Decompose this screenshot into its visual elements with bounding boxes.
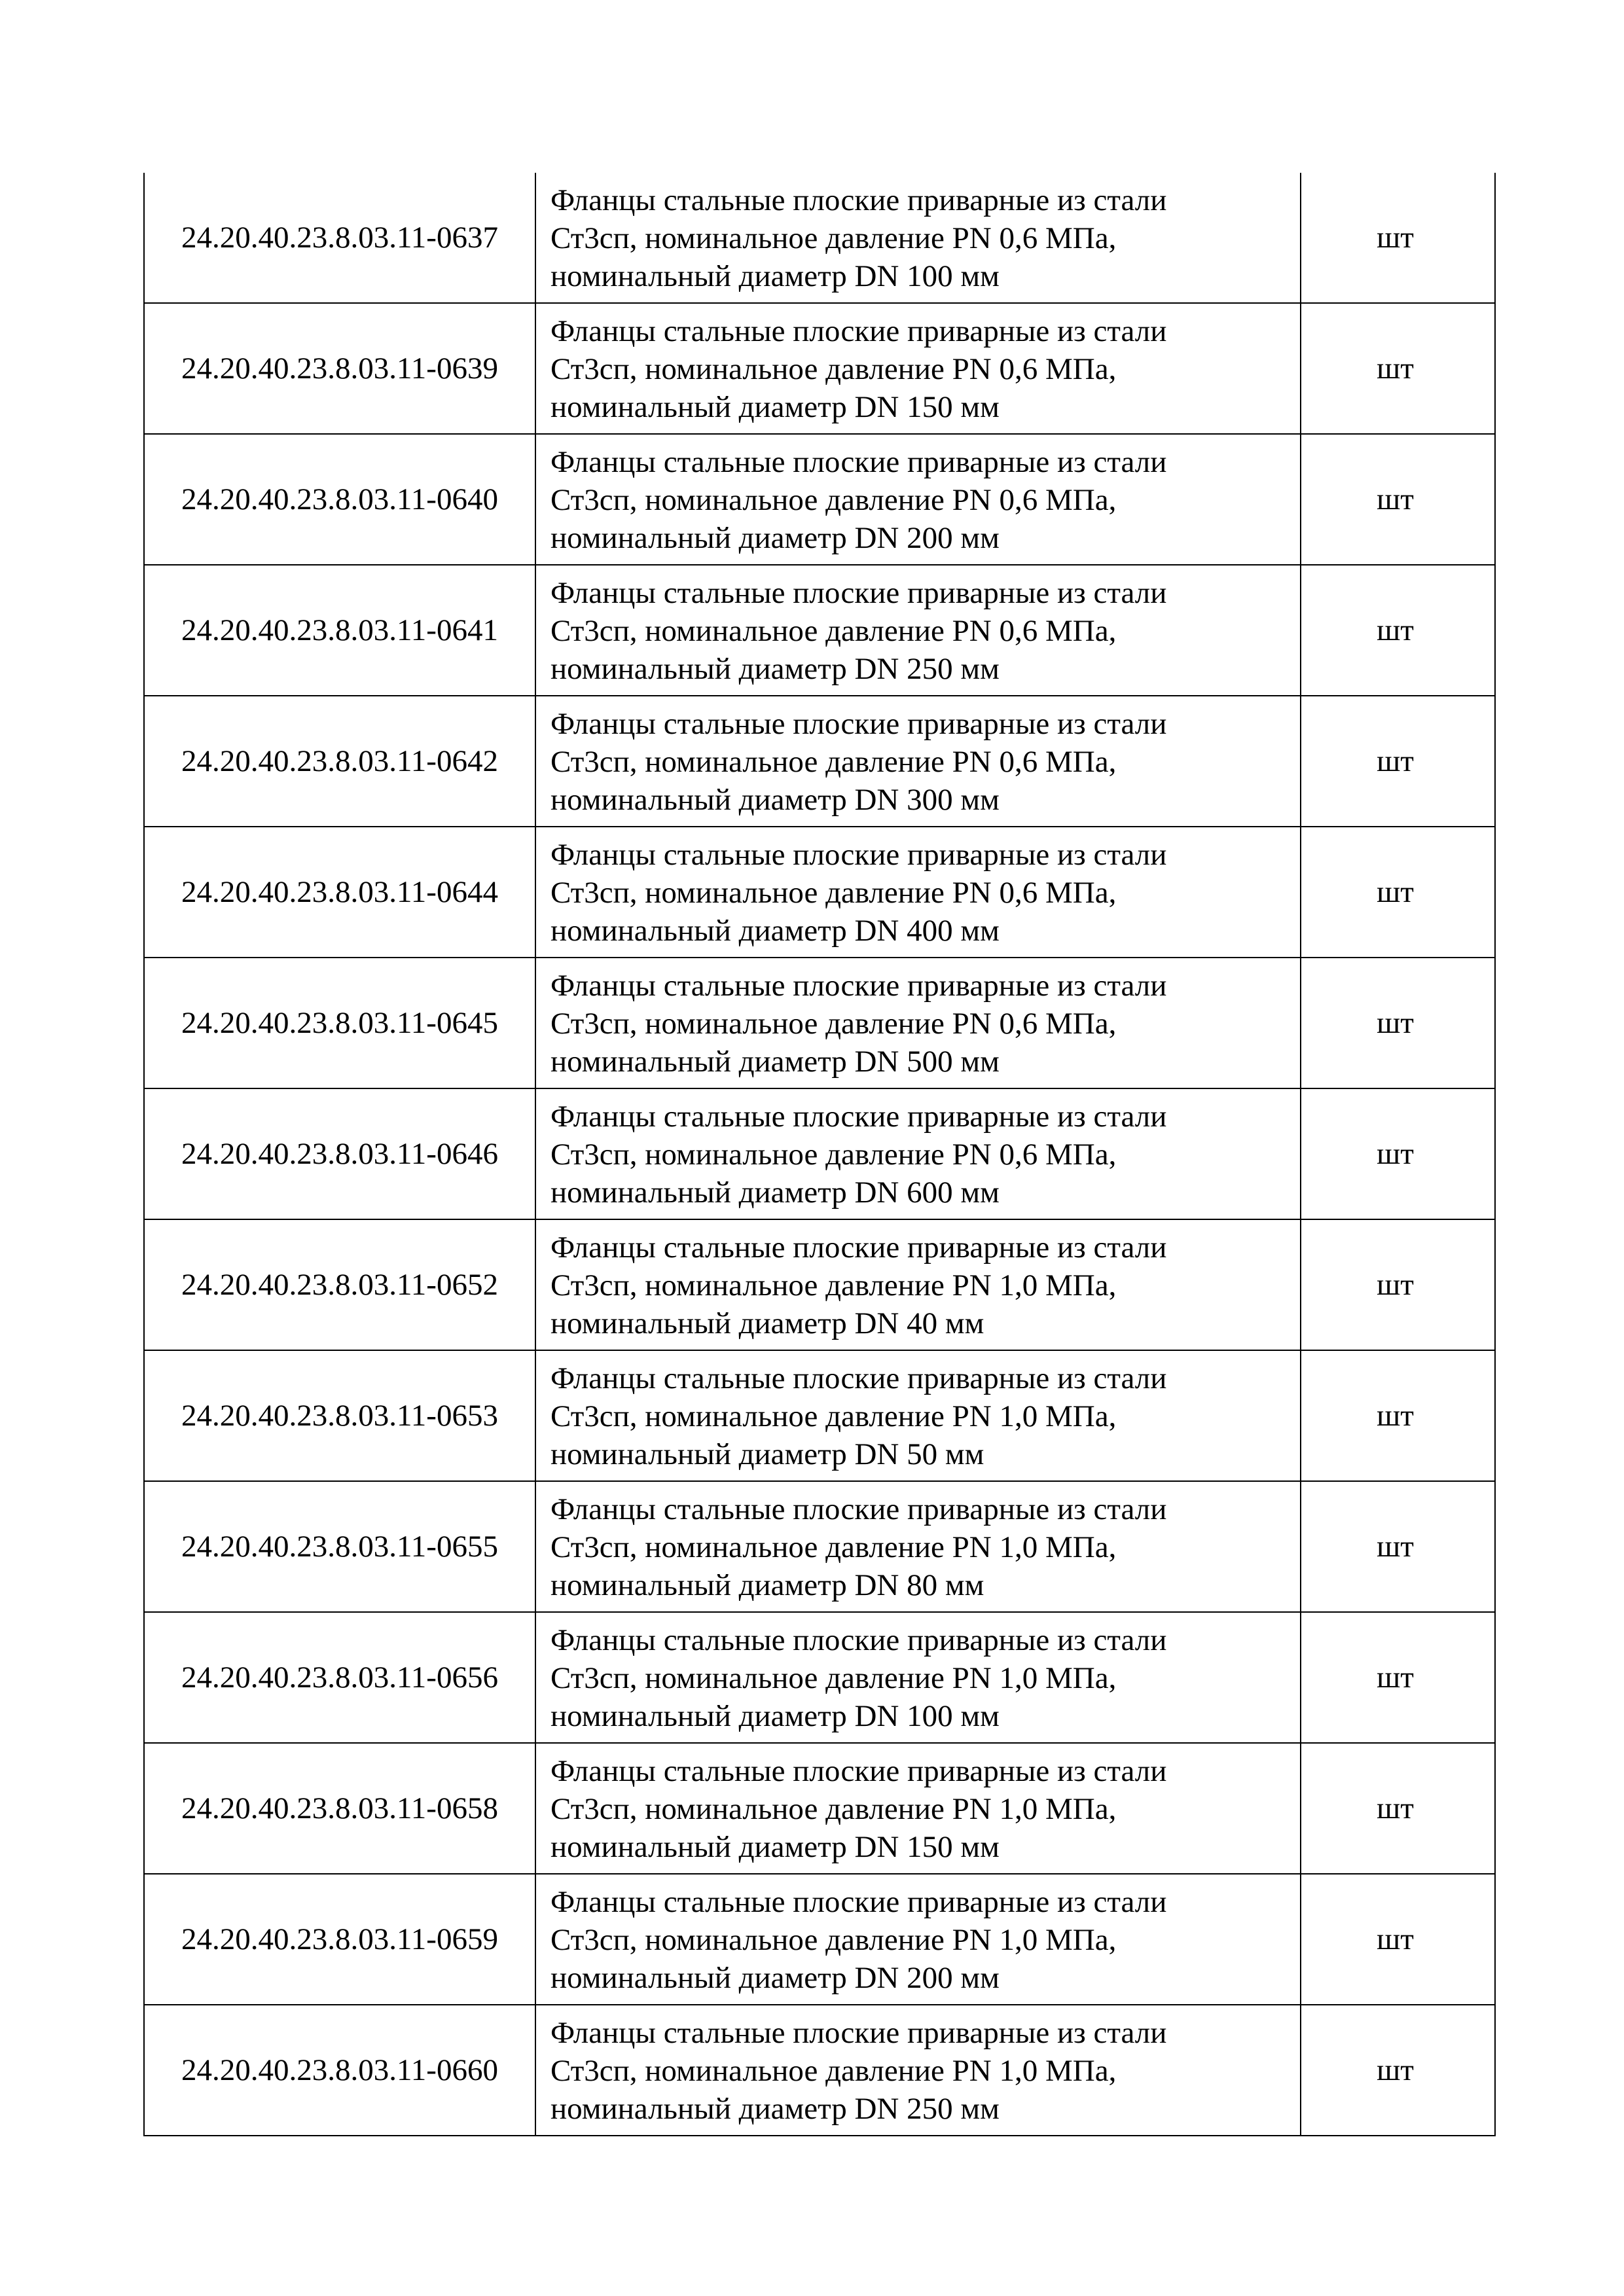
unit-cell: шт — [1301, 565, 1495, 696]
resource-code-cell: 24.20.40.23.8.03.11-0660 — [144, 2005, 535, 2136]
resource-name-line: Фланцы стальные плоские приварные из стали — [550, 445, 1167, 479]
resource-name-cell — [535, 1350, 1301, 1481]
resource-name-line: Фланцы стальные плоские приварные из стали — [550, 1754, 1167, 1788]
resource-name-line: Ст3сп, номинальное давление PN 0,6 МПа, — [550, 1138, 1117, 1172]
resource-name-cell — [535, 1874, 1301, 2005]
resource-name-line: номинальный диаметр DN 400 мм — [550, 914, 1000, 948]
unit-cell: шт — [1301, 1743, 1495, 1874]
table-row — [144, 1481, 1495, 1612]
resource-name-line: номинальный диаметр DN 250 мм — [550, 2092, 1000, 2126]
resource-code-cell: 24.20.40.23.8.03.11-0659 — [144, 1874, 535, 2005]
resource-name-line: номинальный диаметр DN 250 мм — [550, 652, 1000, 686]
resource-code-cell: 24.20.40.23.8.03.11-0641 — [144, 565, 535, 696]
resource-name-line: Фланцы стальные плоские приварные из стали — [550, 1885, 1167, 1919]
unit-cell: шт — [1301, 434, 1495, 565]
resource-name-line: номинальный диаметр DN 100 мм — [550, 259, 1000, 293]
resource-name-cell — [535, 2005, 1301, 2136]
resource-name-line: Фланцы стальные плоские приварные из стали — [550, 707, 1167, 741]
resource-name-cell — [535, 303, 1301, 434]
resource-code-cell: 24.20.40.23.8.03.11-0655 — [144, 1481, 535, 1612]
table-row — [144, 1874, 1495, 2005]
resource-name-line: номинальный диаметр DN 50 мм — [550, 1437, 984, 1471]
unit-cell: шт — [1301, 696, 1495, 827]
resource-name-line: Ст3сп, номинальное давление PN 1,0 МПа, — [550, 1661, 1117, 1695]
resource-name-line: номинальный диаметр DN 40 мм — [550, 1306, 984, 1340]
table-row — [144, 303, 1495, 434]
resource-name-line: Фланцы стальные плоские приварные из стали — [550, 1100, 1167, 1134]
resource-name-line: номинальный диаметр DN 500 мм — [550, 1045, 1000, 1079]
materials-table — [143, 173, 1496, 2136]
resource-name-cell — [535, 1481, 1301, 1612]
table-row — [144, 1612, 1495, 1743]
resource-code-cell: 24.20.40.23.8.03.11-0642 — [144, 696, 535, 827]
resource-name-line: Ст3сп, номинальное давление PN 1,0 МПа, — [550, 1399, 1117, 1433]
resource-code-cell: 24.20.40.23.8.03.11-0637 — [144, 173, 535, 303]
table-row — [144, 1743, 1495, 1874]
resource-name-line: Фланцы стальные плоские приварные из стали — [550, 314, 1167, 348]
unit-cell: шт — [1301, 2005, 1495, 2136]
unit-cell: шт — [1301, 958, 1495, 1088]
unit-cell: шт — [1301, 827, 1495, 958]
table-row — [144, 1088, 1495, 1219]
resource-code-cell: 24.20.40.23.8.03.11-0644 — [144, 827, 535, 958]
resource-name-line: номинальный диаметр DN 600 мм — [550, 1175, 1000, 1210]
resource-name-cell — [535, 1743, 1301, 1874]
unit-cell: шт — [1301, 173, 1495, 303]
unit-cell: шт — [1301, 303, 1495, 434]
resource-name-cell — [535, 958, 1301, 1088]
unit-cell: шт — [1301, 1481, 1495, 1612]
resource-name-line: номинальный диаметр DN 150 мм — [550, 390, 1000, 424]
unit-cell: шт — [1301, 1874, 1495, 2005]
resource-code-cell: 24.20.40.23.8.03.11-0639 — [144, 303, 535, 434]
unit-cell: шт — [1301, 1612, 1495, 1743]
resource-name-line: Ст3сп, номинальное давление PN 0,6 МПа, — [550, 614, 1117, 648]
table-row — [144, 958, 1495, 1088]
resource-name-line: номинальный диаметр DN 80 мм — [550, 1568, 984, 1602]
resource-name-line: Фланцы стальные плоские приварные из стали — [550, 2016, 1167, 2050]
resource-name-line: Ст3сп, номинальное давление PN 0,6 МПа, — [550, 876, 1117, 910]
resource-name-line: номинальный диаметр DN 150 мм — [550, 1830, 1000, 1864]
table-row — [144, 434, 1495, 565]
resource-name-line: номинальный диаметр DN 100 мм — [550, 1699, 1000, 1733]
resource-name-cell — [535, 434, 1301, 565]
unit-cell: шт — [1301, 1219, 1495, 1350]
resource-code-cell: 24.20.40.23.8.03.11-0645 — [144, 958, 535, 1088]
resource-name-line: Фланцы стальные плоские приварные из стали — [550, 1361, 1167, 1395]
resource-name-line: номинальный диаметр DN 200 мм — [550, 521, 1000, 555]
resource-name-line: номинальный диаметр DN 200 мм — [550, 1961, 1000, 1995]
resource-name-line: Ст3сп, номинальное давление PN 1,0 МПа, — [550, 1530, 1117, 1564]
unit-cell: шт — [1301, 1088, 1495, 1219]
resource-name-line: Фланцы стальные плоские приварные из стали — [550, 1492, 1167, 1526]
resource-name-cell — [535, 827, 1301, 958]
table-row — [144, 696, 1495, 827]
resource-code-cell: 24.20.40.23.8.03.11-0652 — [144, 1219, 535, 1350]
resource-name-cell — [535, 1088, 1301, 1219]
table-row — [144, 827, 1495, 958]
resource-name-line: номинальный диаметр DN 300 мм — [550, 783, 1000, 817]
resource-name-cell — [535, 696, 1301, 827]
resource-name-line: Ст3сп, номинальное давление PN 0,6 МПа, — [550, 1007, 1117, 1041]
unit-cell: шт — [1301, 1350, 1495, 1481]
resource-name-cell — [535, 1612, 1301, 1743]
resource-name-line: Ст3сп, номинальное давление PN 1,0 МПа, — [550, 1268, 1117, 1302]
table-row — [144, 2005, 1495, 2136]
resource-name-line: Ст3сп, номинальное давление PN 0,6 МПа, — [550, 221, 1117, 255]
resource-code-cell: 24.20.40.23.8.03.11-0640 — [144, 434, 535, 565]
table-row — [144, 565, 1495, 696]
resource-name-line: Ст3сп, номинальное давление PN 0,6 МПа, — [550, 483, 1117, 517]
resource-name-line: Фланцы стальные плоские приварные из стали — [550, 1623, 1167, 1657]
resource-name-line: Фланцы стальные плоские приварные из стали — [550, 1230, 1167, 1265]
resource-name-line: Ст3сп, номинальное давление PN 0,6 МПа, — [550, 745, 1117, 779]
table-row — [144, 173, 1495, 303]
resource-code-cell: 24.20.40.23.8.03.11-0646 — [144, 1088, 535, 1219]
resource-name-line: Ст3сп, номинальное давление PN 1,0 МПа, — [550, 2054, 1117, 2088]
resource-name-line: Фланцы стальные плоские приварные из стали — [550, 183, 1167, 217]
resource-name-line: Ст3сп, номинальное давление PN 1,0 МПа, — [550, 1792, 1117, 1826]
resource-name-line: Фланцы стальные плоские приварные из стали — [550, 838, 1167, 872]
resource-name-line: Фланцы стальные плоские приварные из стали — [550, 969, 1167, 1003]
table-body — [144, 173, 1495, 2136]
resource-name-cell — [535, 565, 1301, 696]
resource-code-cell: 24.20.40.23.8.03.11-0658 — [144, 1743, 535, 1874]
resource-code-cell: 24.20.40.23.8.03.11-0656 — [144, 1612, 535, 1743]
resource-code-cell: 24.20.40.23.8.03.11-0653 — [144, 1350, 535, 1481]
resource-name-cell — [535, 1219, 1301, 1350]
table-row — [144, 1219, 1495, 1350]
resource-name-line: Ст3сп, номинальное давление PN 0,6 МПа, — [550, 352, 1117, 386]
table-row — [144, 1350, 1495, 1481]
resource-name-line: Фланцы стальные плоские приварные из стали — [550, 576, 1167, 610]
resource-name-cell — [535, 173, 1301, 303]
resource-name-line: Ст3сп, номинальное давление PN 1,0 МПа, — [550, 1923, 1117, 1957]
